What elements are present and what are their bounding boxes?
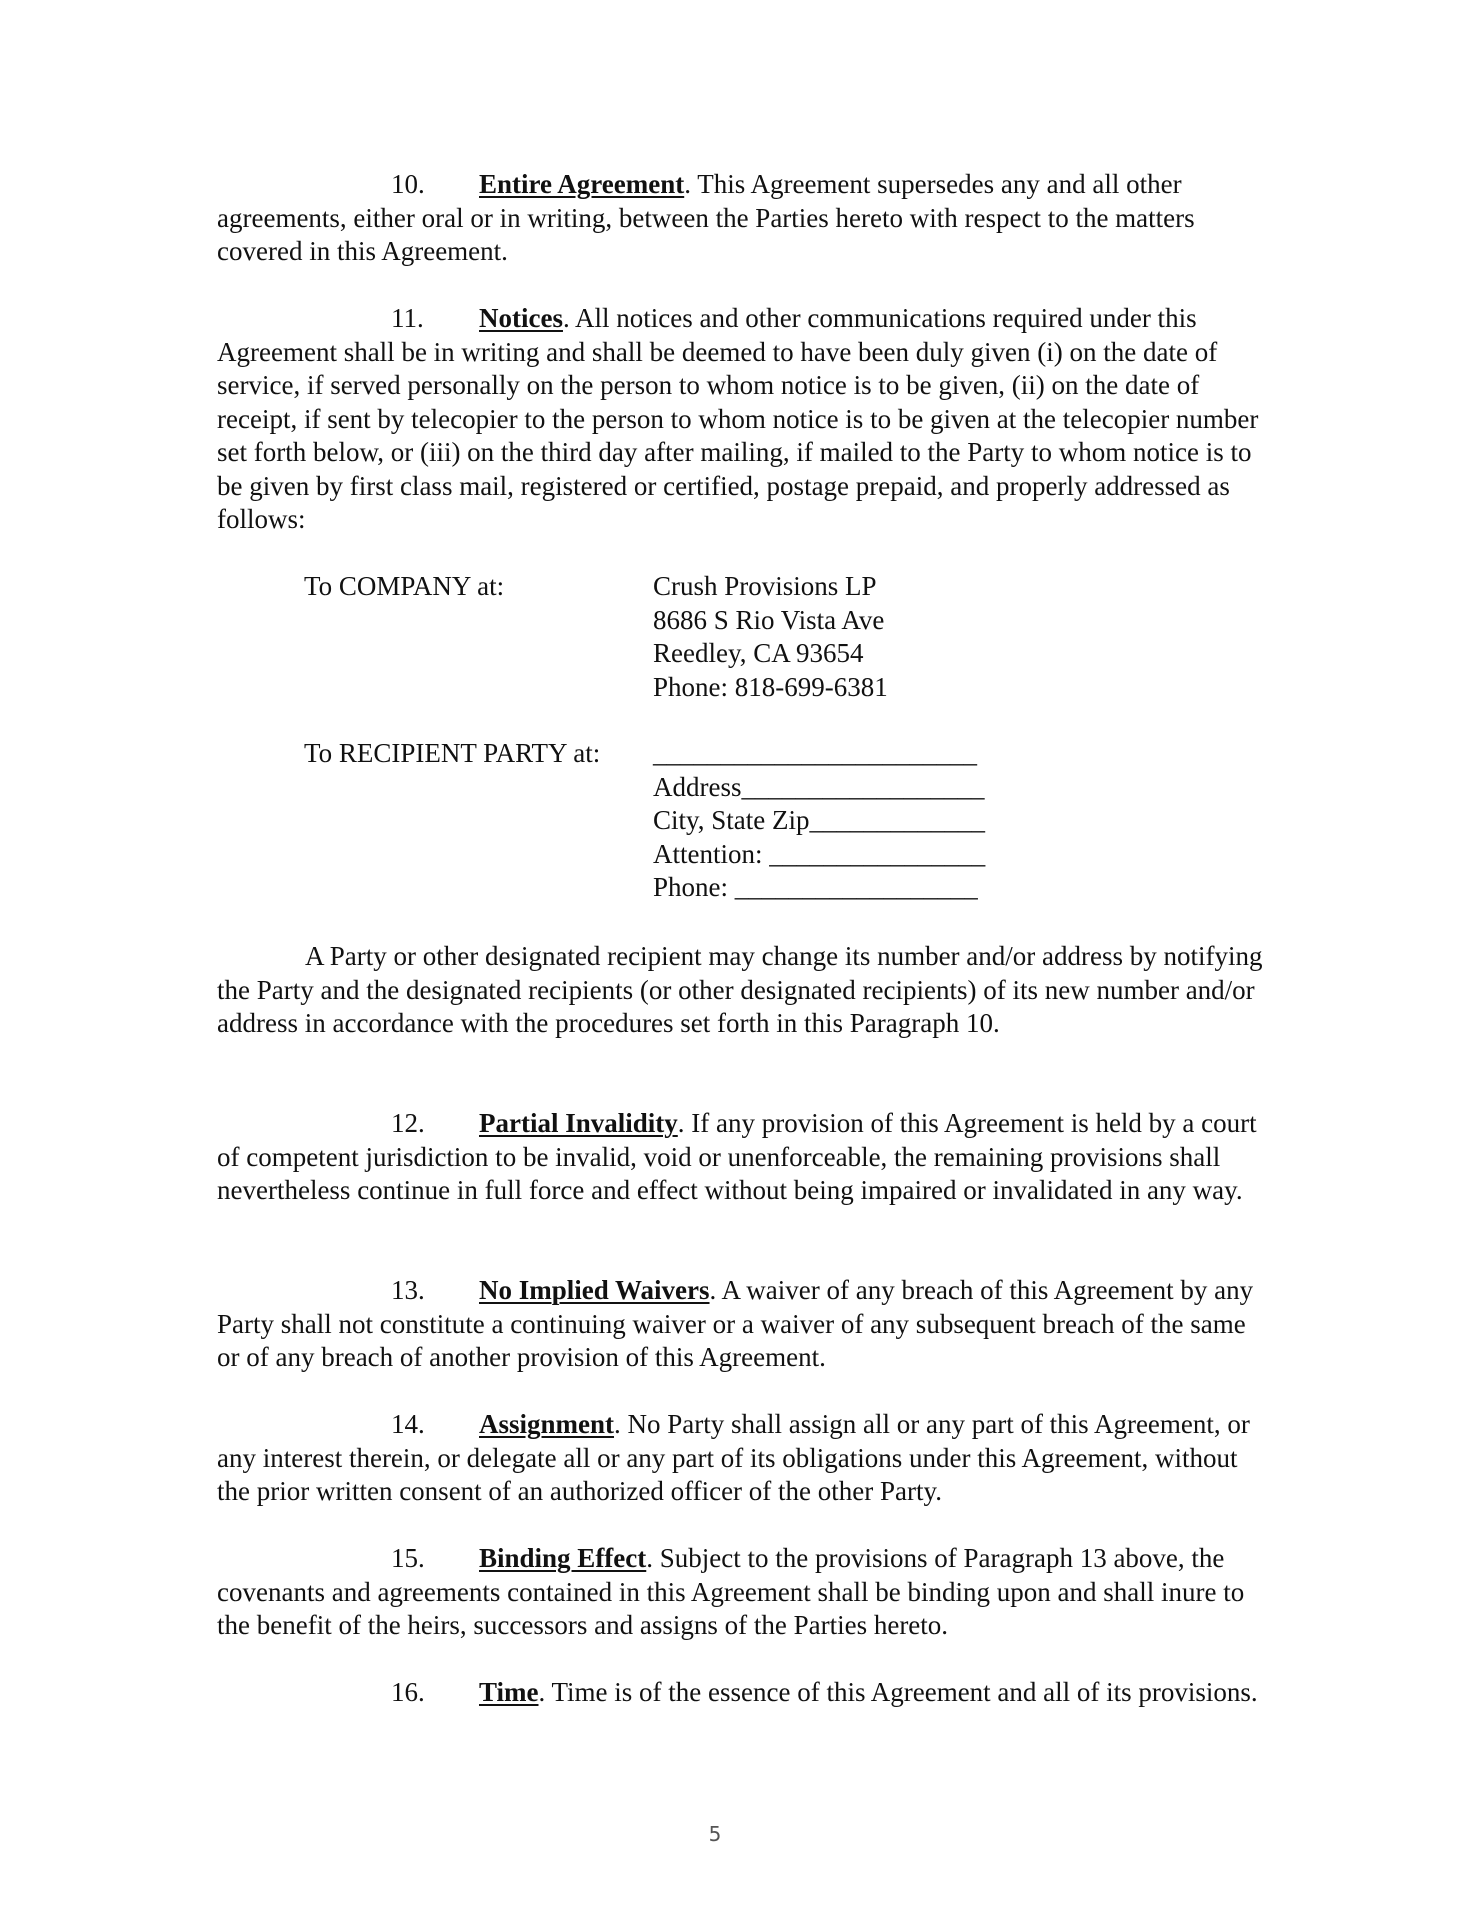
recipient-address-lines [653,737,985,905]
section-16-time [217,1676,1267,1710]
section-text: . A waiver of any breach of this Agreement by any Party shall not constitute a continuing waiver or a waiver of any subsequent breach of the same or of any breach of another provision of this Agreement. [217,1275,1254,1372]
company-name: Crush Provisions LP [653,571,877,601]
page-number: 5 [708,1822,722,1846]
section-heading: Partial Invalidity [479,1108,678,1138]
section-text: . No Party shall assign all or any part of this Agreement, or any interest therein, or delegate all or any part of its obligations under this Agreement, without the prior written consent of an authorized officer of the other Party. [217,1409,1250,1506]
section-number: 10. [391,169,425,199]
company-street: 8686 S Rio Vista Ave [653,604,885,635]
section-text: . Time is of the essence of this Agreement and all of its provisions. [538,1677,1258,1707]
recipient-phone-blank: Phone: __________________ [653,872,978,902]
section-text: . Subject to the provisions of Paragraph 13 above, the covenants and agreements contained in this Agreement shall be binding upon and shall inure to the benefit of the heirs, successors and assigns of the Parties hereto. [217,1543,1245,1640]
company-address-lines [653,570,888,704]
company-address-label: To COMPANY at: [304,571,505,601]
section-13-no-implied-waivers [217,1274,1267,1375]
recipient-city-state-zip-blank: City, State Zip_____________ [653,805,985,835]
section-number: 14. [391,1409,425,1439]
section-heading: Time [479,1677,539,1707]
section-number: 12. [391,1108,425,1138]
section-12-partial-invalidity [217,1107,1267,1208]
section-10-entire-agreement [217,168,1267,269]
section-number: 15. [391,1543,425,1573]
recipient-address-label: To RECIPIENT PARTY at: [304,738,601,768]
section-heading: No Implied Waivers [479,1275,710,1305]
section-15-binding-effect [217,1542,1267,1643]
section-text: . All notices and other communications required under this Agreement shall be in writing and shall be deemed to have been duly given (i) on the date of service, if served personally on the person to whom notice is to be given, (ii) on the date of receipt, if sent by telecopier to the person to whom notice is to be given at the telecopier number set forth below, or (iii) on the third day after mailing, if mailed to the Party to whom notice is to be given by first class mail, registered or certified, postage prepaid, and properly addressed as follows: [217,303,1259,534]
company-city-state-zip: Reedley, CA 93654 [653,638,864,668]
section-heading: Assignment [479,1409,615,1439]
section-11-notices [217,302,1267,537]
recipient-name-blank: ________________________ [653,738,977,768]
section-heading: Entire Agreement [479,169,685,199]
section-14-assignment [217,1408,1267,1509]
section-heading: Binding Effect [479,1543,647,1573]
section-text: . This Agreement supersedes any and all other agreements, either oral or in writing, between the Parties hereto with respect to the matters covered in this Agreement. [217,169,1195,266]
section-number: 11. [391,303,424,333]
recipient-address-blank: Address__________________ [653,771,985,802]
section-heading: Notices [479,303,563,333]
section-number: 16. [391,1677,425,1707]
section-text: . If any provision of this Agreement is held by a court of competent jurisdiction to be invalid, void or unenforceable, the remaining provisions shall nevertheless continue in full force and effect without being impaired or invalidated in any way. [217,1108,1257,1205]
section-number: 13. [391,1275,425,1305]
company-phone: Phone: 818-699-6381 [653,671,888,702]
recipient-attention-blank: Attention: ________________ [653,838,986,869]
notice-change-paragraph: A Party or other designated recipient may change its number and/or address by notifying the Party and the designated recipients (or other designated recipients) of its new number and/or address in accordance with the procedures set forth in this Paragraph 10. [217,941,1263,1038]
